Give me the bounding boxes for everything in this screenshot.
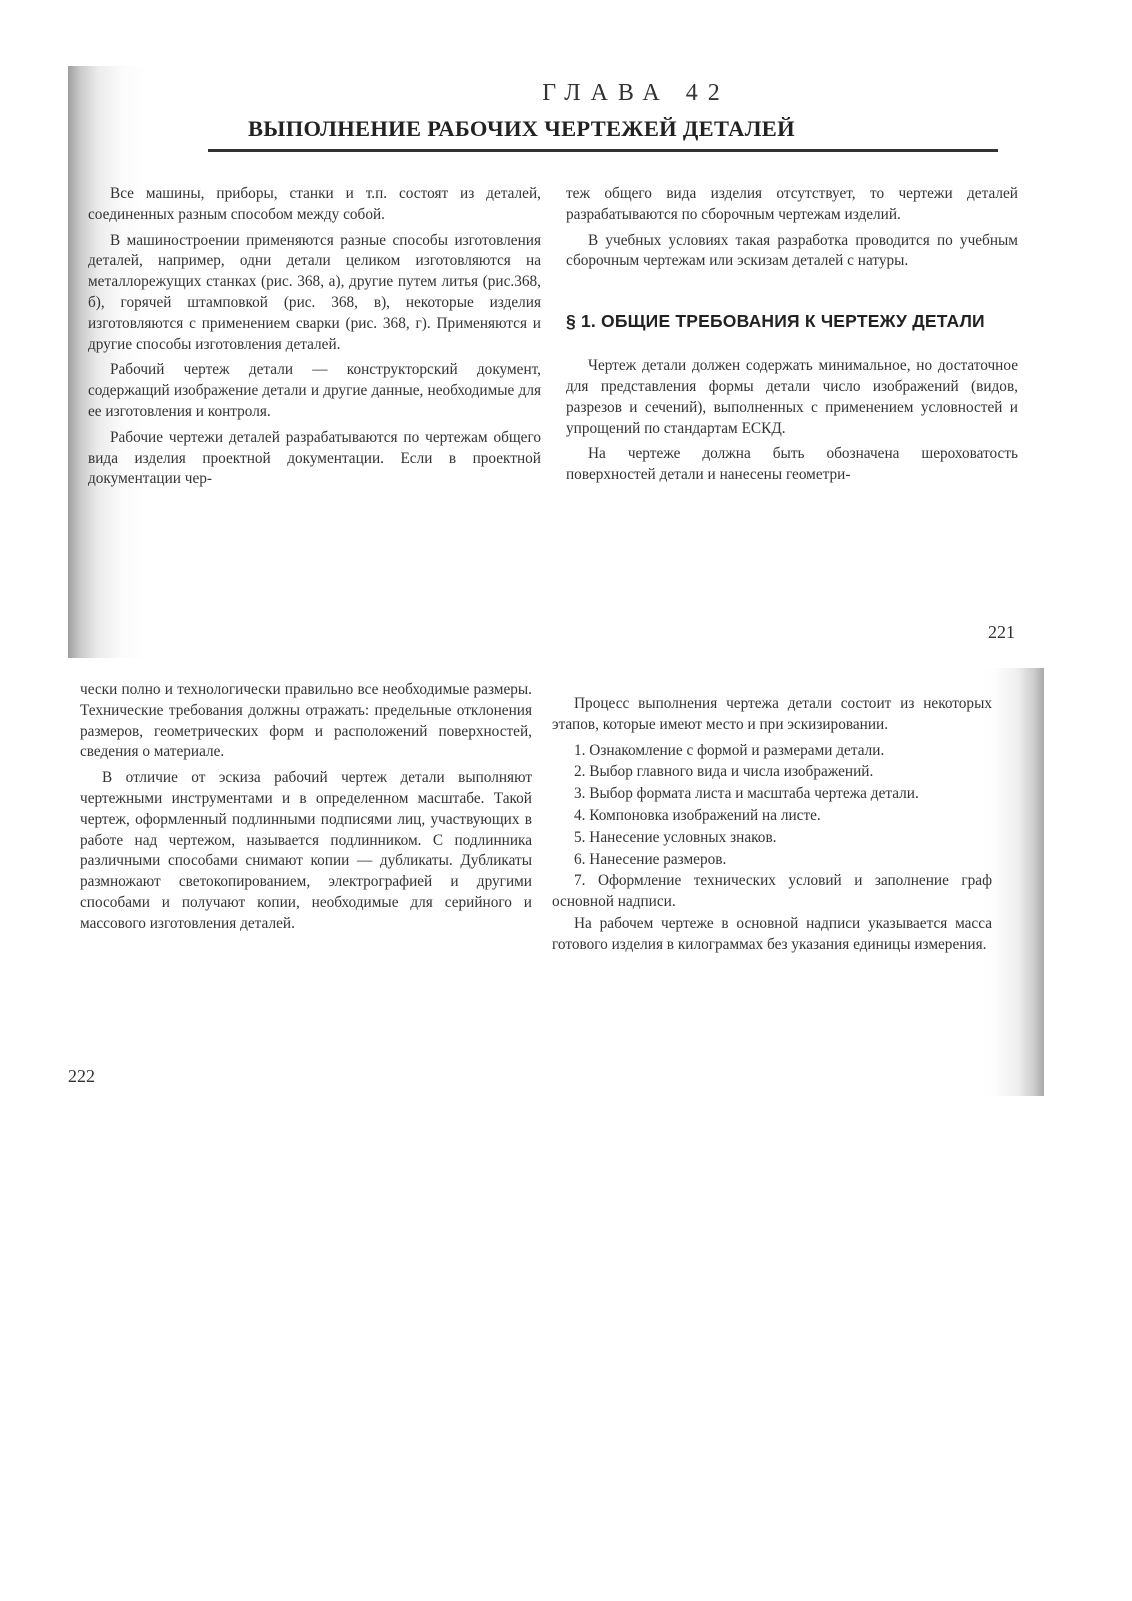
chapter-label: ГЛАВА 42 (542, 80, 730, 106)
page-221-left-column (88, 184, 541, 495)
paragraph: В отличие от эскиза рабочий чертеж детали выполняют чертежными инструментами и в определенном масштабе. Такой чертеж, оформленный подлинными подписями лиц, участвующих в работе над чертежом, называется подлинником. С подлинника различными способами снимают копии — дубликаты. Дубликаты размножают светокопированием, электрографией и другими способами и получают копии, необходимые для серийного и массового изготовления деталей. (80, 769, 532, 932)
list-item: 3. Выбор формата листа и масштаба чертежа детали. (574, 785, 919, 803)
paragraph: Все машины, приборы, станки и т.п. состоят из деталей, соединенных разным способом между собой. (88, 185, 541, 223)
section-heading: § 1. ОБЩИЕ ТРЕБОВАНИЯ К ЧЕРТЕЖУ ДЕТАЛИ (566, 311, 985, 332)
paragraph: На чертеже должна быть обозначена шероховатость поверхностей детали и нанесены геометри- (566, 445, 1018, 484)
page-222 (68, 668, 1044, 1096)
paragraph: чески полно и технологически правильно все необходимые размеры. Технические требования должны отражать: предельные отклонения размеров, геометрических форм и расположений поверхностей, сведения о материале. (80, 681, 532, 761)
paragraph: На рабочем чертеже в основной надписи указывается масса готового изделия в килограммах без указания единицы измерения. (552, 914, 992, 953)
list-item: 4. Компоновка изображений на листе. (574, 806, 821, 824)
page-221 (68, 66, 1044, 658)
paragraph: Рабочий чертеж детали — конструкторский документ, содержащий изображение детали и другие данные, необходимые для ее изготовления и контроля. (88, 361, 541, 420)
page-222-left-column (80, 680, 532, 940)
page-number: 222 (68, 1066, 95, 1086)
paragraph: Чертеж детали должен содержать минимальное, но достаточное для представления формы детали число изображений (видов, разрезов и сечений), выполненных с применением условностей и упрощений по стандартам ЕСКД. (566, 357, 1018, 437)
paragraph: Процесс выполнения чертежа детали состоит из некоторых этапов, которые имеют место и при эскизировании. (552, 695, 992, 733)
paragraph: В учебных условиях такая разработка проводится по учебным сборочным чертежам или эскизам деталей с натуры. (566, 231, 1018, 270)
page-222-right-column (552, 694, 992, 961)
list-item: 7. Оформление технических условий и заполнение граф основной надписи. (552, 872, 992, 911)
chapter-title: ВЫПОЛНЕНИЕ РАБОЧИХ ЧЕРТЕЖЕЙ ДЕТАЛЕЙ (248, 116, 795, 141)
list-item: 2. Выбор главного вида и числа изображений. (574, 763, 874, 781)
title-rule (208, 149, 998, 152)
list-item: 6. Нанесение размеров. (574, 850, 727, 868)
page-221-right-column (566, 184, 1018, 491)
paragraph: Рабочие чертежи деталей разрабатываются по чертежам общего вида изделия проектной документации. Если в проектной документации чер- (88, 428, 541, 488)
list-item: 1. Ознакомление с формой и размерами детали. (574, 741, 885, 759)
paragraph: теж общего вида изделия отсутствует, то чертежи деталей разрабатываются по сборочным чертежам изделий. (566, 185, 1018, 223)
list-item: 5. Нанесение условных знаков. (574, 828, 777, 846)
page-number: 221 (988, 622, 1015, 642)
paragraph: В машиностроении применяются разные способы изготовления деталей, например, одни детали целиком изготовляются на металлорежущих станках (рис. 368, а), другие путем литья (рис.368, б), горячей штамповкой (рис. 368, в), некоторые изделия изготовляются с применением сварки (рис. 368, г). Применяются и другие способы изготовления деталей. (88, 231, 541, 353)
